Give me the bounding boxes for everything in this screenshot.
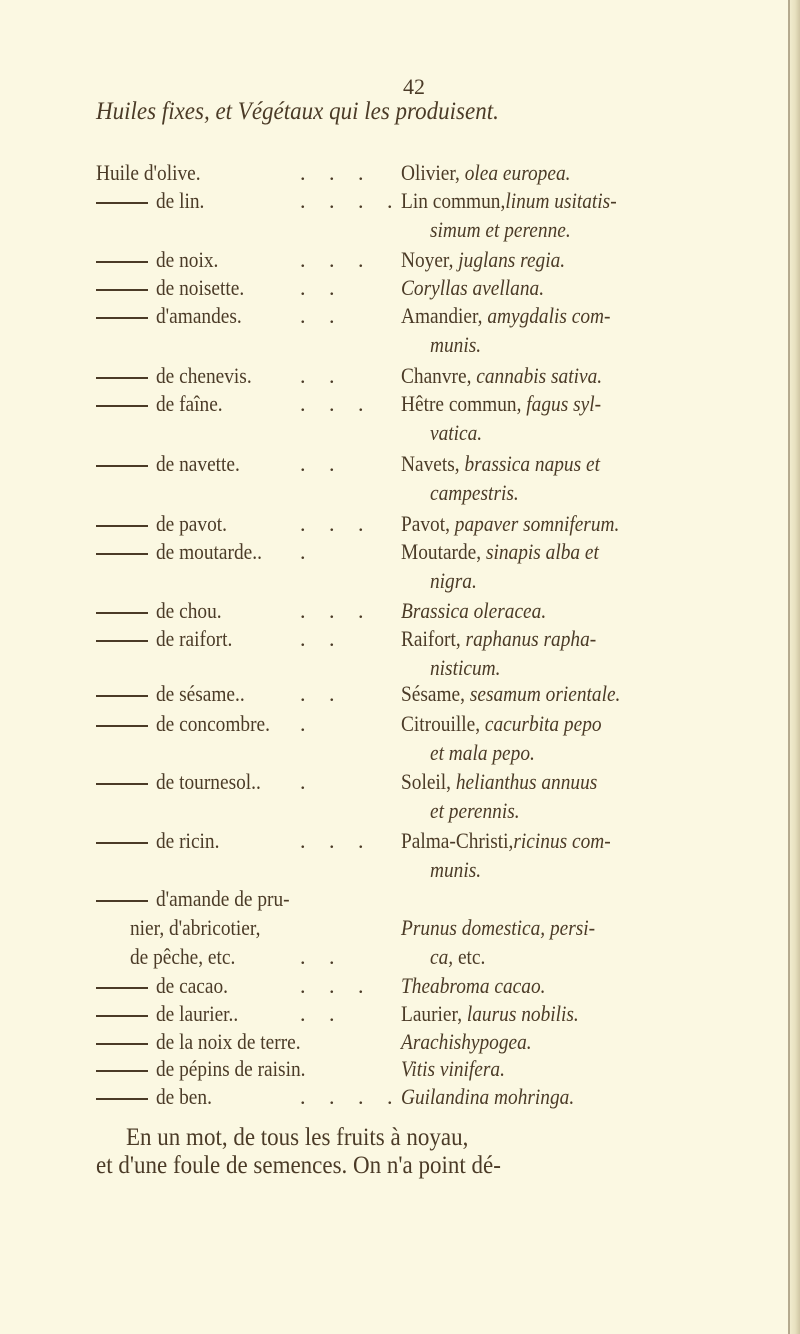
table-title: Huiles fixes, et Végétaux qui les produisent. [96, 98, 499, 125]
plant-latin-name: brassica napus et [464, 451, 600, 476]
plant-common-name: Pavot, [401, 511, 455, 536]
list-item [0, 1001, 800, 1029]
oil-name: de navette. [156, 451, 240, 476]
plant-latin-name: laurus nobilis. [466, 1001, 579, 1026]
dash-rule [96, 317, 148, 319]
plant-common-name: Lin commun, [401, 188, 506, 213]
list-item [0, 188, 800, 242]
dash-rule [96, 725, 148, 727]
plant-latin-name: sinapis alba et [485, 539, 599, 564]
oil-name: de moutarde.. [156, 539, 262, 564]
oil-name: nier, d'abricotier, [130, 915, 261, 940]
leader-dots: . . [300, 681, 344, 706]
plant-name [401, 303, 610, 329]
dash-rule [96, 202, 148, 204]
plant-latin-name: amygdalis com- [487, 303, 611, 328]
plant-latin-name: helianthus annuus [455, 769, 598, 794]
plant-common-name: Citrouille, [401, 711, 485, 736]
plant-name [430, 944, 485, 970]
plant-latin-name-cont: munis. [430, 857, 482, 882]
oil-name: de tournesol.. [156, 769, 261, 794]
oil-name: de lin. [156, 188, 205, 213]
plant-latin-name-cont: vatica. [430, 420, 483, 445]
list-item [0, 247, 800, 275]
dash-rule [96, 289, 148, 291]
oil-name: de faîne. [156, 391, 223, 416]
list-item [0, 973, 800, 1001]
dash-rule [96, 987, 148, 989]
oil-name: de pépins de raisin. [156, 1056, 306, 1081]
leader-dots: . . . [300, 160, 373, 185]
plant-name [401, 275, 544, 301]
plant-latin-name-cont: nisticum. [430, 655, 501, 680]
paragraph-line: et d'une foule de semences. On n'a point dé- [96, 1152, 501, 1179]
plant-name [401, 711, 602, 737]
page-number: 42 [403, 74, 425, 99]
plant-latin-name: papaver somniferum. [454, 511, 620, 536]
plant-latin-name-cont: campestris. [430, 480, 519, 505]
plant-latin-name-cont: et mala pepo. [430, 740, 535, 765]
oil-name: de laurier.. [156, 1001, 239, 1026]
leader-dots: . [300, 711, 315, 736]
oil-name: de sésame.. [156, 681, 245, 706]
leader-dots: . . [300, 944, 344, 969]
oil-name: de noix. [156, 247, 219, 272]
list-item [0, 944, 800, 972]
plant-common-name: Soleil, [401, 769, 456, 794]
list-item [0, 681, 800, 709]
plant-name [401, 769, 597, 795]
leader-dots: . . . [300, 598, 373, 623]
plant-latin-name-cont: simum et perenne. [430, 217, 571, 242]
list-item [0, 363, 800, 391]
plant-latin-name-cont: et perennis. [430, 798, 520, 823]
oil-name: Huile d'olive. [96, 160, 201, 185]
plant-name [401, 1084, 574, 1110]
leader-dots: . . [300, 626, 344, 651]
list-item [0, 711, 800, 765]
plant-latin-name: olea europea. [464, 160, 571, 185]
list-item [0, 1084, 800, 1112]
dash-rule [96, 465, 148, 467]
plant-common-name: Laurier, [401, 1001, 467, 1026]
plant-name [401, 451, 600, 477]
plant-common-name: Olivier, [401, 160, 465, 185]
paragraph-line: En un mot, de tous les fruits à noyau, [126, 1124, 469, 1151]
list-item [0, 1029, 800, 1057]
oil-name: de ben. [156, 1084, 212, 1109]
plant-latin-name: raphanus rapha- [465, 626, 597, 651]
leader-dots: . . . . [300, 188, 402, 213]
plant-name [401, 828, 611, 854]
list-item [0, 886, 800, 914]
dash-rule [96, 525, 148, 527]
leader-dots: . . . [300, 973, 373, 998]
plant-common-name: Navets, [401, 451, 465, 476]
list-item [0, 626, 800, 680]
plant-name-cont: etc. [457, 944, 486, 969]
plant-name [401, 1056, 505, 1082]
leader-dots: . . . [300, 391, 373, 416]
oil-name: de cacao. [156, 973, 229, 998]
dash-rule [96, 612, 148, 614]
oil-name: de ricin. [156, 828, 220, 853]
plant-latin-name-cont: nigra. [430, 568, 477, 593]
plant-common-name: Moutarde, [401, 539, 486, 564]
dash-rule [96, 377, 148, 379]
plant-name [401, 1001, 579, 1027]
list-item [0, 598, 800, 626]
plant-name [401, 626, 596, 652]
oil-name: de pavot. [156, 511, 227, 536]
dash-rule [96, 1098, 148, 1100]
leader-dots: . . . . [300, 1084, 402, 1109]
plant-name [401, 188, 617, 214]
leader-dots: . . . [300, 247, 373, 272]
leader-dots: . . [300, 303, 344, 328]
list-item [0, 451, 800, 505]
dash-rule [96, 900, 148, 902]
plant-name [401, 363, 602, 389]
plant-name [401, 681, 620, 707]
plant-common-name: Noyer, [401, 247, 459, 272]
plant-latin-name: ca, [430, 944, 458, 969]
dash-rule [96, 1015, 148, 1017]
oil-name: de concombre. [156, 711, 270, 736]
plant-latin-name: linum usitatis- [505, 188, 617, 213]
dash-rule [96, 553, 148, 555]
plant-common-name: Palma-Christi, [401, 828, 514, 853]
plant-name [401, 915, 595, 941]
oil-name: de pêche, etc. [130, 944, 236, 969]
leader-dots: . . [300, 275, 344, 300]
list-item [0, 828, 800, 882]
oil-name: d'amandes. [156, 303, 242, 328]
plant-name [401, 598, 546, 624]
list-item [0, 511, 800, 539]
leader-dots: . . [300, 451, 344, 476]
list-item [0, 303, 800, 357]
plant-latin-name: cannabis sativa. [476, 363, 603, 388]
plant-common-name: Sésame, [401, 681, 470, 706]
plant-latin-name-cont: munis. [430, 332, 482, 357]
oil-name: de la noix de terre. [156, 1029, 301, 1054]
plant-latin-name: ricinus com- [513, 828, 611, 853]
leader-dots: . . . [300, 511, 373, 536]
plant-name [401, 391, 601, 417]
leader-dots: . . [300, 1001, 344, 1026]
oil-name: d'amande de pru- [156, 886, 290, 911]
leader-dots: . [300, 539, 315, 564]
dash-rule [96, 261, 148, 263]
plant-latin-name: Arachishypogea. [401, 1029, 532, 1054]
list-item [0, 160, 800, 188]
plant-latin-name: Vitis vinifera. [401, 1056, 505, 1081]
leader-dots: . . [300, 363, 344, 388]
plant-latin-name: Prunus domestica, persi- [401, 915, 596, 940]
plant-latin-name: Theabroma cacao. [401, 973, 546, 998]
dash-rule [96, 783, 148, 785]
plant-latin-name: Brassica oleracea. [401, 598, 547, 623]
plant-latin-name: Guilandina mohringa. [401, 1084, 575, 1109]
dash-rule [96, 640, 148, 642]
plant-common-name: Amandier, [401, 303, 488, 328]
plant-name [401, 973, 545, 999]
plant-latin-name: cacurbita pepo [484, 711, 602, 736]
list-item [0, 391, 800, 445]
oil-name: de chou. [156, 598, 222, 623]
plant-common-name: Hêtre commun, [401, 391, 527, 416]
plant-latin-name: juglans regia. [458, 247, 566, 272]
plant-latin-name: Coryllas avellana. [401, 275, 545, 300]
plant-latin-name: fagus syl- [526, 391, 602, 416]
plant-name [401, 1029, 532, 1055]
list-item [0, 539, 800, 593]
list-item [0, 1056, 800, 1084]
plant-name [401, 539, 599, 565]
dash-rule [96, 695, 148, 697]
leader-dots: . [300, 769, 315, 794]
leader-dots: . . . [300, 828, 373, 853]
dash-rule [96, 405, 148, 407]
plant-name [401, 511, 619, 537]
plant-common-name: Chanvre, [401, 363, 477, 388]
dash-rule [96, 1070, 148, 1072]
list-item [0, 915, 800, 943]
list-item [0, 769, 800, 823]
dash-rule [96, 1043, 148, 1045]
dash-rule [96, 842, 148, 844]
plant-common-name: Raifort, [401, 626, 466, 651]
plant-name [401, 247, 565, 273]
oil-name: de chenevis. [156, 363, 252, 388]
plant-latin-name: sesamum orientale. [469, 681, 621, 706]
oil-name: de noisette. [156, 275, 245, 300]
list-item [0, 275, 800, 303]
oil-name: de raifort. [156, 626, 233, 651]
plant-name [401, 160, 570, 186]
